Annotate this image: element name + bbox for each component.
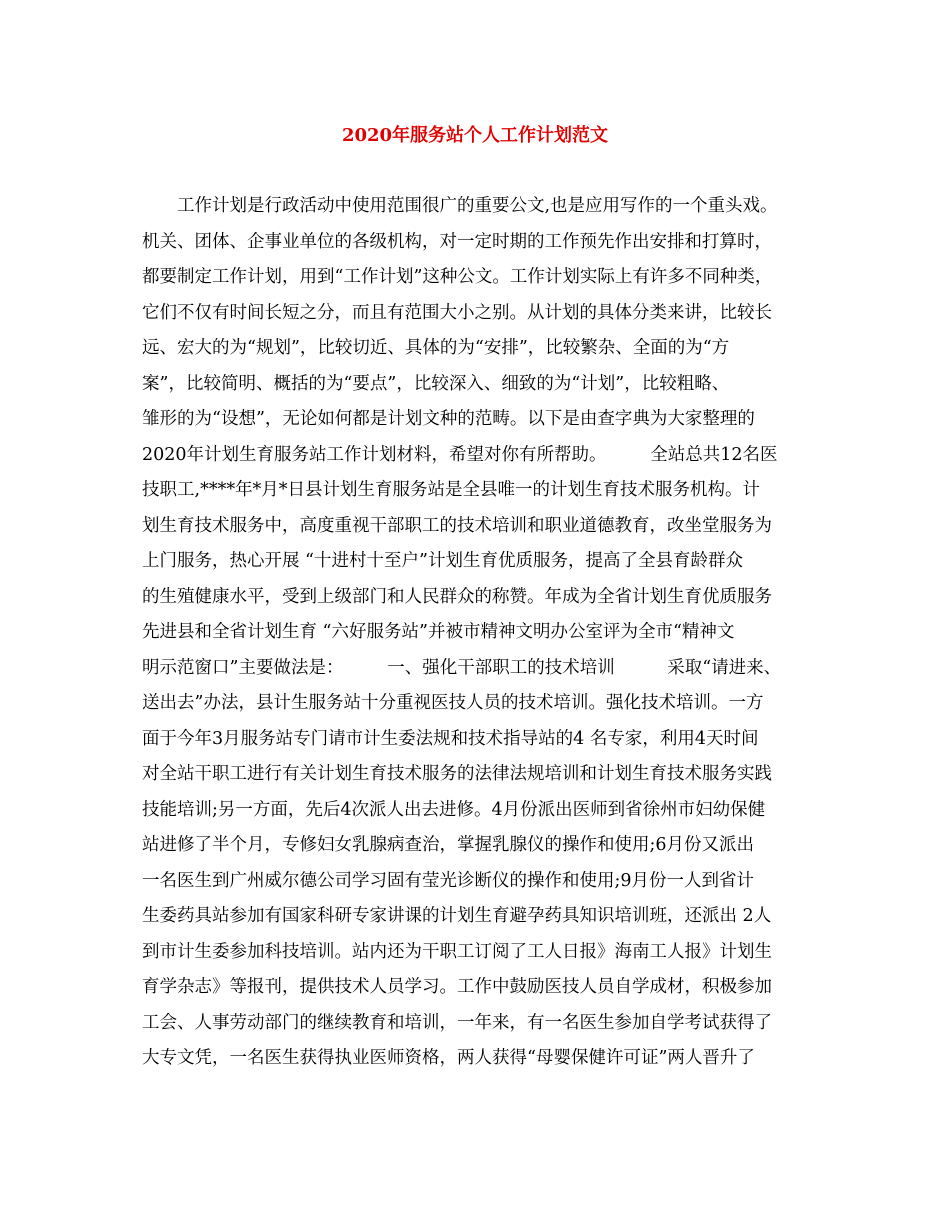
body-line: 到市计生委参加科技培训。站内还为干职工订阅了工人日报》海南工人报》计划生 <box>142 941 772 962</box>
body-line: 大专文凭，一名医生获得执业医师资格，两人获得“母婴保健许可证”两人晋升了 <box>142 1048 755 1068</box>
body-line: 站进修了半个月，专修妇女乳腺病查治，掌握乳腺仪的操作和使用;6月份又派出 <box>142 835 755 855</box>
body-line: 生委药具站参加有国家科研专家讲课的计划生育避孕药具知识培训班，还派出 2人 <box>142 906 772 926</box>
body-line: 工作计划是行政活动中使用范围很广的重要公文,也是应用写作的一个重头戏。 <box>142 196 778 216</box>
body-line: 对全站干职工进行有关计划生育技术服务的法律法规培训和计划生育技术服务实践 <box>142 764 772 784</box>
body-line: 案”，比较简明、概括的为“要点”，比较深入、细致的为“计划”，比较粗略、 <box>142 373 730 394</box>
body-line: 育学杂志》等报刊，提供技术人员学习。工作中鼓励医技人员自学成材，积极参加 <box>142 977 772 997</box>
body-line: 技能培训;另一方面，先后4次派人出去进修。4月份派出医师到省徐州市妇幼保健 <box>142 799 766 820</box>
body-line: 送出去”办法，县计生服务站十分重视医技人员的技术培训。强化技术培训。一方 <box>142 693 764 713</box>
body-line: 上门服务，热心开展 “十进村十至户”计划生育优质服务，提高了全县育龄群众 <box>142 551 743 571</box>
body-line: 技职工,****年*月*日县计划生育服务站是全县唯一的计划生育技术服务机构。计 <box>142 480 761 500</box>
document-body <box>142 189 832 1077</box>
body-line: 它们不仅有时间长短之分，而且有范围大小之别。从计划的具体分类来讲，比较长 <box>142 302 772 323</box>
body-line: 面于今年3月服务站专门请市计生委法规和技术指导站的4 名专家，利用4天时间 <box>142 728 759 749</box>
body-line: 2020年计划生育服务站工作计划材料，希望对你有所帮助。 全站总共12名医 <box>142 444 778 465</box>
body-line: 划生育技术服务中，高度重视干部职工的技术培训和职业道德教育，改坐堂服务为 <box>142 515 772 536</box>
body-line: 先进县和全省计划生育 “六好服务站”并被市精神文明办公室评为全市“精神文 <box>142 622 735 642</box>
body-line: 一名医生到广州威尔德公司学习固有莹光诊断仪的操作和使用;9月份一人到省计 <box>142 870 755 891</box>
body-line: 雏形的为“设想”，无论如何都是计划文种的范畴。以下是由查字典为大家整理的 <box>142 409 755 429</box>
body-line: 明示范窗口”主要做法是： 一、强化干部职工的技术培训 采取“请进来、 <box>142 657 782 678</box>
body-line: 都要制定工作计划，用到“工作计划”这种公文。工作计划实际上有许多不同种类， <box>142 267 773 287</box>
body-line: 远、宏大的为“规划”，比较切近、具体的为“安排”，比较繁杂、全面的为“方 <box>142 338 730 358</box>
document-title: 2020年服务站个人工作计划范文 <box>341 125 609 146</box>
body-line: 机关、团体、企事业单位的各级机构，对一定时期的工作预先作出安排和打算时， <box>142 231 772 252</box>
body-line: 的生殖健康水平，受到上级部门和人民群众的称赞。年成为全省计划生育优质服务 <box>142 586 772 607</box>
body-line: 工会、人事劳动部门的继续教育和培训，一年来，有一名医生参加自学考试获得了 <box>142 1012 772 1033</box>
